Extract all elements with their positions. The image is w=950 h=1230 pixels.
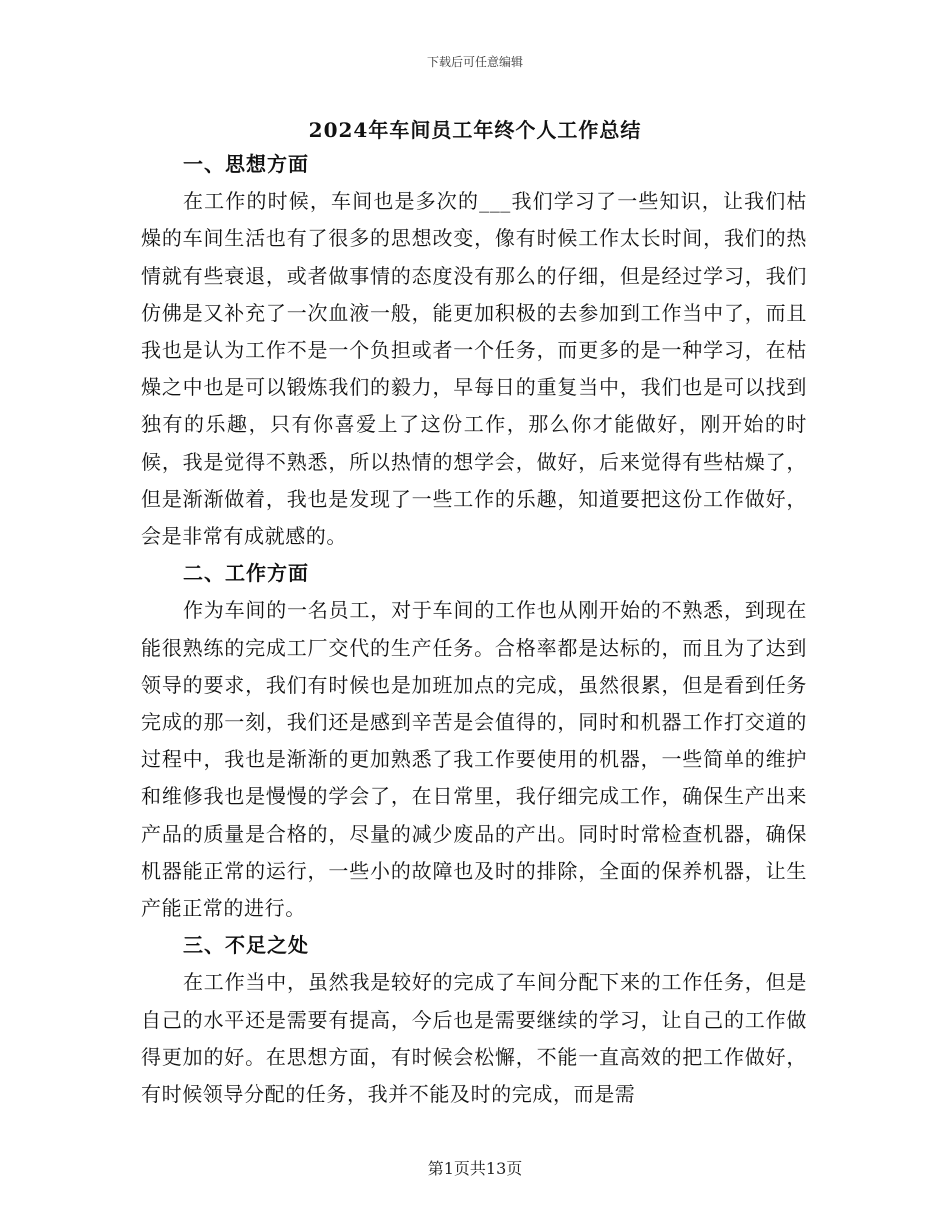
header-note: 下载后可任意编辑	[426, 55, 523, 69]
section-heading-thought: 一、思想方面	[183, 152, 309, 176]
document-body	[141, 146, 807, 1113]
section-paragraph-work: 作为车间的一名员工，对于车间的工作也从刚开始的不熟悉，到现在能很熟练的完成工厂交代的生产任务。合格率都是达标的，而且为了达到领导的要求，我们有时候也是加班加点的完成，虽然很累，但是看到任务完成的那一刻，我们还是感到辛苦是会值得的，同时和机器工作打交道的过程中，我也是渐渐的更加熟悉了我工作要使用的机器，一些简单的维护和维修我也是慢慢的学会了，在日常里，我仔细完成工作，确保生产出来产品的质量是合格的，尽量的减少废品的产出。同时时常检查机器，确保机器能正常的运行，一些小的故障也及时的排除，全面的保养机器，让生产能正常的进行。	[141, 598, 807, 921]
section-paragraph-shortcomings: 在工作当中，虽然我是较好的完成了车间分配下来的工作任务，但是自己的水平还是需要有提高，今后也是需要继续的学习，让自己的工作做得更加的好。在思想方面，有时候会松懈，不能一直高效的把工作做好，有时候领导分配的任务，我并不能及时的完成，而是需	[141, 970, 807, 1107]
document-title: 2024年车间员工年终个人工作总结	[308, 118, 642, 142]
section-heading-shortcomings: 三、不足之处	[183, 933, 309, 958]
section-paragraph-thought: 在工作的时候，车间也是多次的___我们学习了一些知识，让我们枯燥的车间生活也有了很多的思想改变，像有时候工作太长时间，我们的热情就有些衰退，或者做事情的态度没有那么的仔细，但是经过学习，我们仿佛是又补充了一次血液一般，能更加积极的去参加到工作当中了，而且我也是认为工作不是一个负担或者一个任务，而更多的是一种学习，在枯燥之中也是可以锻炼我们的毅力，早每日的重复当中，我们也是可以找到独有的乐趣，只有你喜爱上了这份工作，那么你才能做好，刚开始的时候，我是觉得不熟悉，所以热情的想学会，做好，后来觉得有些枯燥了，但是渐渐做着，我也是发现了一些工作的乐趣，知道要把这份工作做好，会是非常有成就感的。	[141, 189, 807, 549]
section-heading-work: 二、工作方面	[183, 561, 309, 586]
page-footer: 第1页共13页	[427, 1159, 523, 1178]
